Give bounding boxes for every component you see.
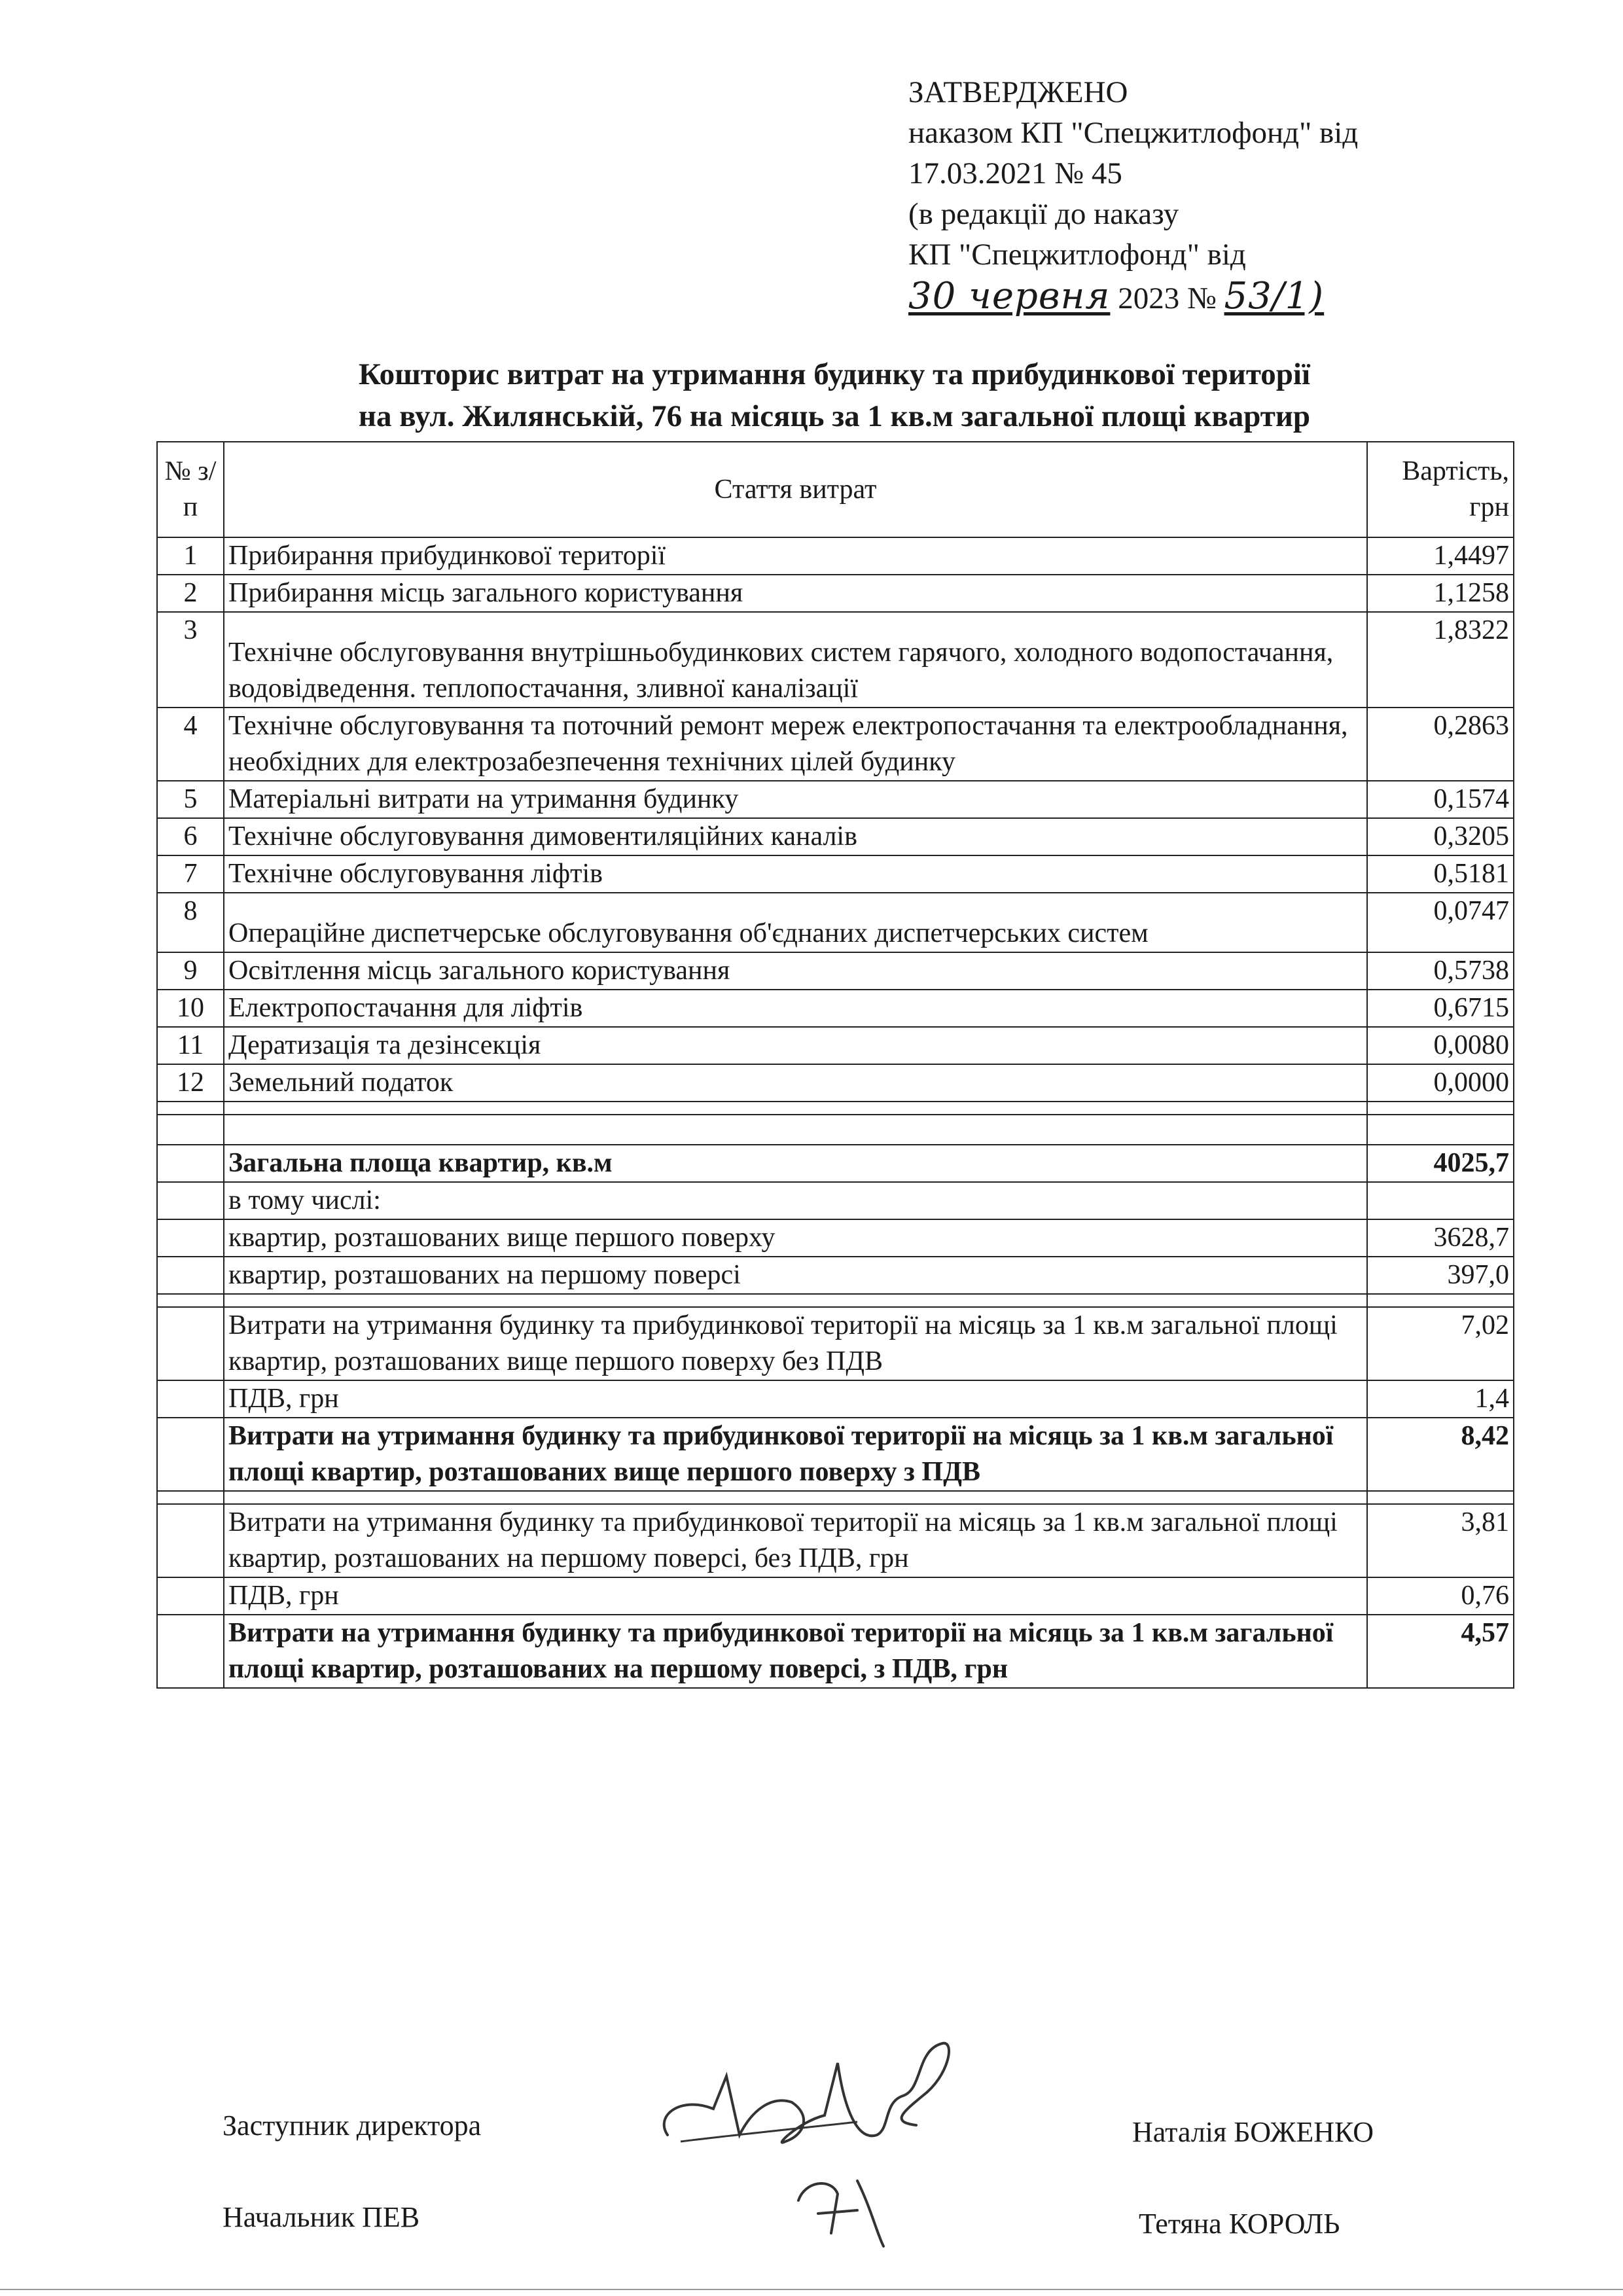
spacer-row <box>157 1491 1514 1504</box>
cost-item-name: Технічне обслуговування та поточний ремонт мереж електропостачання та електрообладнання, необхідних для електрозабезпечення технічних цілей будинку <box>228 711 1348 777</box>
first-floor-area-value: 397,0 <box>1367 1257 1514 1294</box>
cost-item-row <box>157 781 1514 818</box>
above-vat-row <box>157 1380 1514 1418</box>
cost-item-name: Прибирання місць загального користування <box>228 578 743 608</box>
above-with-vat-value: 8,42 <box>1367 1418 1514 1491</box>
including-row <box>157 1182 1514 1219</box>
cost-item-name-cell <box>224 818 1367 855</box>
cost-item-number: 8 <box>157 893 224 952</box>
cost-item-value: 0,2863 <box>1367 708 1514 781</box>
cost-item-name-cell <box>224 855 1367 893</box>
cost-item-name: Дератизація та дезінсекція <box>228 1030 541 1060</box>
cost-item-row <box>157 990 1514 1027</box>
cost-item-name: Технічне обслуговування димовентиляційних каналів <box>228 821 857 852</box>
approval-heading: ЗАТВЕРДЖЕНО <box>908 75 1128 109</box>
cost-item-value: 0,1574 <box>1367 781 1514 818</box>
cost-item-value: 1,1258 <box>1367 575 1514 612</box>
first-without-vat-label: Витрати на утримання будинку та прибудинкової території на місяць за 1 кв.м загальної площі квартир, розташованих на першому поверсі, без ПДВ, грн <box>224 1504 1367 1577</box>
cost-item-number: 5 <box>157 781 224 818</box>
cost-item-number: 2 <box>157 575 224 612</box>
cost-item-row <box>157 855 1514 893</box>
first-without-vat-row <box>157 1504 1514 1577</box>
cost-item-name: Освітлення місць загального користування <box>228 956 730 986</box>
first-vat-label: ПДВ, грн <box>224 1577 1367 1615</box>
cost-item-name-cell <box>224 1064 1367 1102</box>
first-floor-area-label: квартир, розташованих на першому поверсі <box>224 1257 1367 1294</box>
spacer-row <box>157 1102 1514 1115</box>
handwritten-order-number: 53/1) <box>1224 275 1325 317</box>
above-with-vat-row <box>157 1418 1514 1491</box>
signer-1-title: Заступник директора <box>223 2109 482 2142</box>
cost-items <box>157 537 1514 1102</box>
above-vat-value: 1,4 <box>1367 1380 1514 1418</box>
above-vat-label: ПДВ, грн <box>224 1380 1367 1418</box>
first-vat-row <box>157 1577 1514 1615</box>
cost-item-name-cell <box>224 952 1367 990</box>
title-line-1: Кошторис витрат на утримання будинку та прибудинкової території <box>358 357 1311 391</box>
cost-item-name: Технічне обслуговування внутрішньобудинкових систем гарячого, холодного водопостачання, водовідведення. теплопостачання, зливної каналізації <box>228 637 1334 704</box>
cost-item-value: 0,0080 <box>1367 1027 1514 1064</box>
first-floor-area-row <box>157 1257 1514 1294</box>
cost-item-name-cell <box>224 781 1367 818</box>
header-value: Вартість, грн <box>1367 442 1514 537</box>
above-with-vat-label: Витрати на утримання будинку та прибудинкової території на місяць за 1 кв.м загальної площі квартир, розташованих вище першого поверху з ПДВ <box>224 1418 1367 1491</box>
approval-date-number: 17.03.2021 № 45 <box>908 156 1122 190</box>
cost-item-row <box>157 537 1514 575</box>
cost-item-number: 1 <box>157 537 224 575</box>
cost-item-value: 0,5738 <box>1367 952 1514 990</box>
spacer-row <box>157 1294 1514 1307</box>
cost-estimate-table <box>156 441 1514 1689</box>
cost-item-number: 7 <box>157 855 224 893</box>
scan-edge <box>0 2289 1623 2290</box>
cost-item-value: 1,4497 <box>1367 537 1514 575</box>
cost-item-value: 0,0000 <box>1367 1064 1514 1102</box>
first-vat-value: 0,76 <box>1367 1577 1514 1615</box>
cost-item-name: Електропостачання для ліфтів <box>228 993 583 1023</box>
cost-item-number: 9 <box>157 952 224 990</box>
cost-item-row <box>157 575 1514 612</box>
first-with-vat-row <box>157 1615 1514 1688</box>
cost-item-number: 4 <box>157 708 224 781</box>
cost-item-row <box>157 612 1514 708</box>
cost-item-value: 0,6715 <box>1367 990 1514 1027</box>
total-area-row <box>157 1145 1514 1182</box>
cost-item-name-cell <box>224 893 1367 952</box>
cost-item-row <box>157 893 1514 952</box>
approval-revision-date <box>908 276 1563 319</box>
cost-item-number: 3 <box>157 612 224 708</box>
signature-block <box>223 2109 1466 2240</box>
cost-item-row <box>157 952 1514 990</box>
first-with-vat-label: Витрати на утримання будинку та прибудинкової території на місяць за 1 кв.м загальної площі квартир, розташованих на першому поверсі, з ПДВ, грн <box>224 1615 1367 1688</box>
cost-item-name: Операційне диспетчерське обслуговування об'єднаних диспетчерських систем <box>228 918 1149 948</box>
above-without-vat-row <box>157 1307 1514 1380</box>
cost-item-name: Технічне обслуговування ліфтів <box>228 859 603 889</box>
above-without-vat-value: 7,02 <box>1367 1307 1514 1380</box>
cost-item-value: 0,3205 <box>1367 818 1514 855</box>
total-area-label: Загальна площа квартир, кв.м <box>224 1145 1367 1182</box>
above-first-area-value: 3628,7 <box>1367 1219 1514 1257</box>
header-number: № з/п <box>157 442 224 537</box>
cost-item-name-cell <box>224 612 1367 708</box>
first-with-vat-value: 4,57 <box>1367 1615 1514 1688</box>
total-area-value: 4025,7 <box>1367 1145 1514 1182</box>
cost-item-name-cell <box>224 708 1367 781</box>
cost-item-number: 11 <box>157 1027 224 1064</box>
first-without-vat-value: 3,81 <box>1367 1504 1514 1577</box>
signer-2-name: Тетяна КОРОЛЬ <box>1139 2208 1340 2240</box>
cost-item-value: 0,5181 <box>1367 855 1514 893</box>
header-cost-item: Стаття витрат <box>224 442 1367 537</box>
cost-item-name: Матеріальні витрати на утримання будинку <box>228 784 739 814</box>
cost-item-row <box>157 1064 1514 1102</box>
signer-1-name: Наталія БОЖЕНКО <box>1132 2116 1374 2148</box>
cost-item-number: 10 <box>157 990 224 1027</box>
cost-item-name-cell <box>224 537 1367 575</box>
approval-revision-line: (в редакції до наказу <box>908 197 1179 231</box>
cost-item-name: Земельний податок <box>228 1067 454 1098</box>
cost-item-value: 1,8322 <box>1367 612 1514 708</box>
cost-item-name-cell <box>224 1027 1367 1064</box>
cost-item-number: 12 <box>157 1064 224 1102</box>
handwritten-date: 30 червня <box>908 275 1111 317</box>
approval-order-line: наказом КП "Спецжитлофонд" від <box>908 116 1359 150</box>
cost-item-row <box>157 708 1514 781</box>
cost-item-name-cell <box>224 575 1367 612</box>
title-line-2: на вул. Жилянській, 76 на місяць за 1 кв.м загальної площі квартир <box>358 399 1311 433</box>
cost-item-number: 6 <box>157 818 224 855</box>
approval-year-number: 2023 № <box>1118 281 1217 315</box>
cost-item-name: Прибирання прибудинкової території <box>228 541 666 571</box>
approval-revision-order: КП "Спецжитлофонд" від <box>908 238 1246 272</box>
cost-item-value: 0,0747 <box>1367 893 1514 952</box>
including-label: в тому числі: <box>224 1182 1367 1219</box>
above-first-area-label: квартир, розташованих вище першого поверху <box>224 1219 1367 1257</box>
spacer-row <box>157 1115 1514 1145</box>
table-header-row <box>157 442 1514 537</box>
above-without-vat-label: Витрати на утримання будинку та прибудинкової території на місяць за 1 кв.м загальної площі квартир, розташованих вище першого поверху без ПДВ <box>224 1307 1367 1380</box>
document-title <box>196 353 1472 437</box>
above-first-area-row <box>157 1219 1514 1257</box>
cost-item-name-cell <box>224 990 1367 1027</box>
handwritten-signature <box>641 2037 1047 2253</box>
cost-item-row <box>157 818 1514 855</box>
approval-block <box>908 72 1563 319</box>
cost-item-row <box>157 1027 1514 1064</box>
signer-2-title: Начальник ПЕВ <box>223 2201 420 2233</box>
